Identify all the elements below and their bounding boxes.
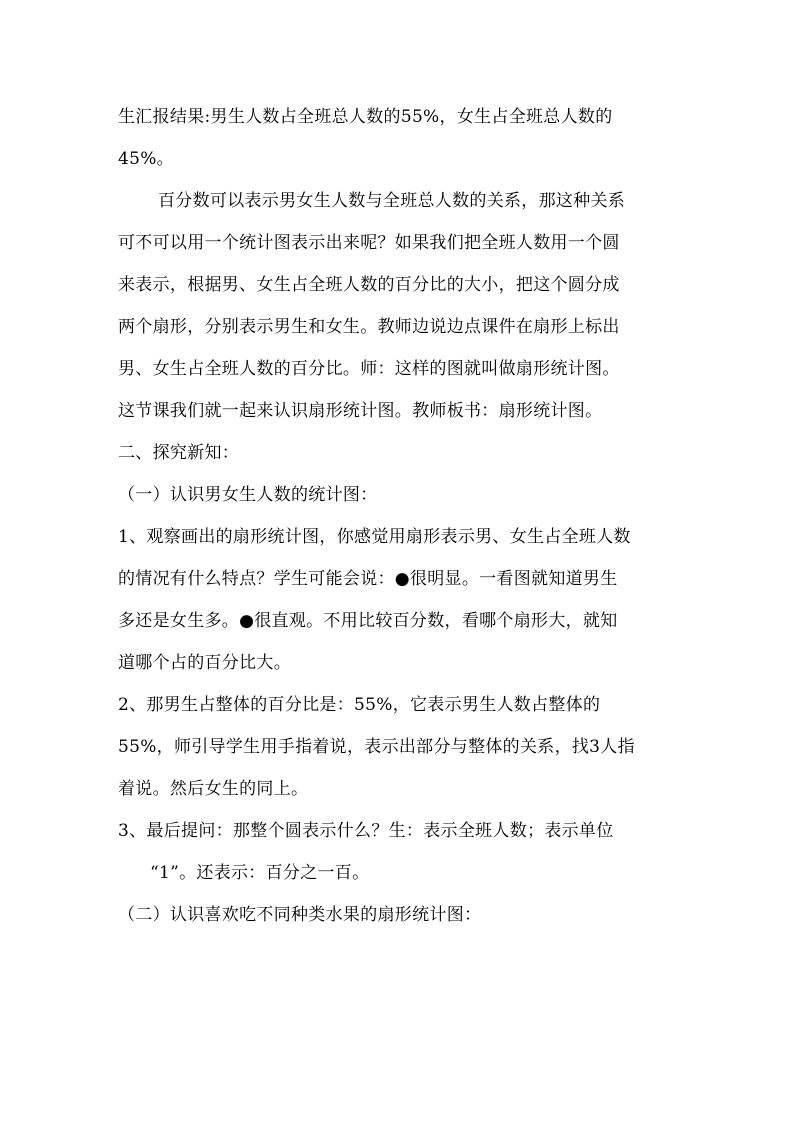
list-item-3-line-1: 3、最后提问：那整个圆表示什么？生：表示全班人数；表示单位 bbox=[118, 821, 614, 841]
list-item-2-line-3: 着说。然后女生的同上。 bbox=[118, 779, 309, 799]
paragraph-line-5: 来表示，根据男、女生占全班人数的百分比的大小，把这个圆分成 bbox=[118, 275, 620, 295]
paragraph-line-6: 两个扇形，分别表示男生和女生。教师边说边点课件在扇形上标出 bbox=[118, 317, 620, 337]
paragraph-line-4: 可不可以用一个统计图表示出来呢？如果我们把全班人数用一个圆 bbox=[118, 233, 620, 253]
paragraph-line-1: 生汇报结果:男生人数占全班总人数的55%，女生占全班总人数的 bbox=[118, 107, 613, 127]
list-item-1-line-2: 的情况有什么特点？学生可能会说：●很明显。一看图就知道男生 bbox=[118, 569, 618, 589]
paragraph-line-2: 45%。 bbox=[118, 149, 174, 169]
paragraph-line-3: 百分数可以表示男女生人数与全班总人数的关系，那这种关系 bbox=[158, 191, 626, 211]
subsection-heading-2: （二）认识喜欢吃不同种类水果的扇形统计图： bbox=[118, 905, 482, 925]
list-item-2-line-1: 2、那男生占整体的百分比是：55%，它表示男生人数占整体的 bbox=[118, 695, 601, 715]
paragraph-line-7: 男、女生占全班人数的百分比。师：这样的图就叫做扇形统计图。 bbox=[118, 359, 620, 379]
paragraph-line-8: 这节课我们就一起来认识扇形统计图。教师板书：扇形统计图。 bbox=[118, 401, 603, 421]
section-heading: 二、探究新知： bbox=[118, 443, 240, 463]
subsection-heading-1: （一）认识男女生人数的统计图： bbox=[118, 485, 378, 505]
list-item-3-line-2: “1”。还表示：百分之一百。 bbox=[150, 863, 370, 883]
list-item-1-line-1: 1、观察画出的扇形统计图，你感觉用扇形表示男、女生占全班人数 bbox=[118, 527, 631, 547]
list-item-1-line-4: 道哪个占的百分比大。 bbox=[118, 653, 291, 673]
list-item-1-line-3: 多还是女生多。●很直观。不用比较百分数，看哪个扇形大，就知 bbox=[118, 611, 618, 631]
list-item-2-line-2: 55%，师引导学生用手指着说，表示出部分与整体的关系，找3人指 bbox=[118, 737, 635, 757]
